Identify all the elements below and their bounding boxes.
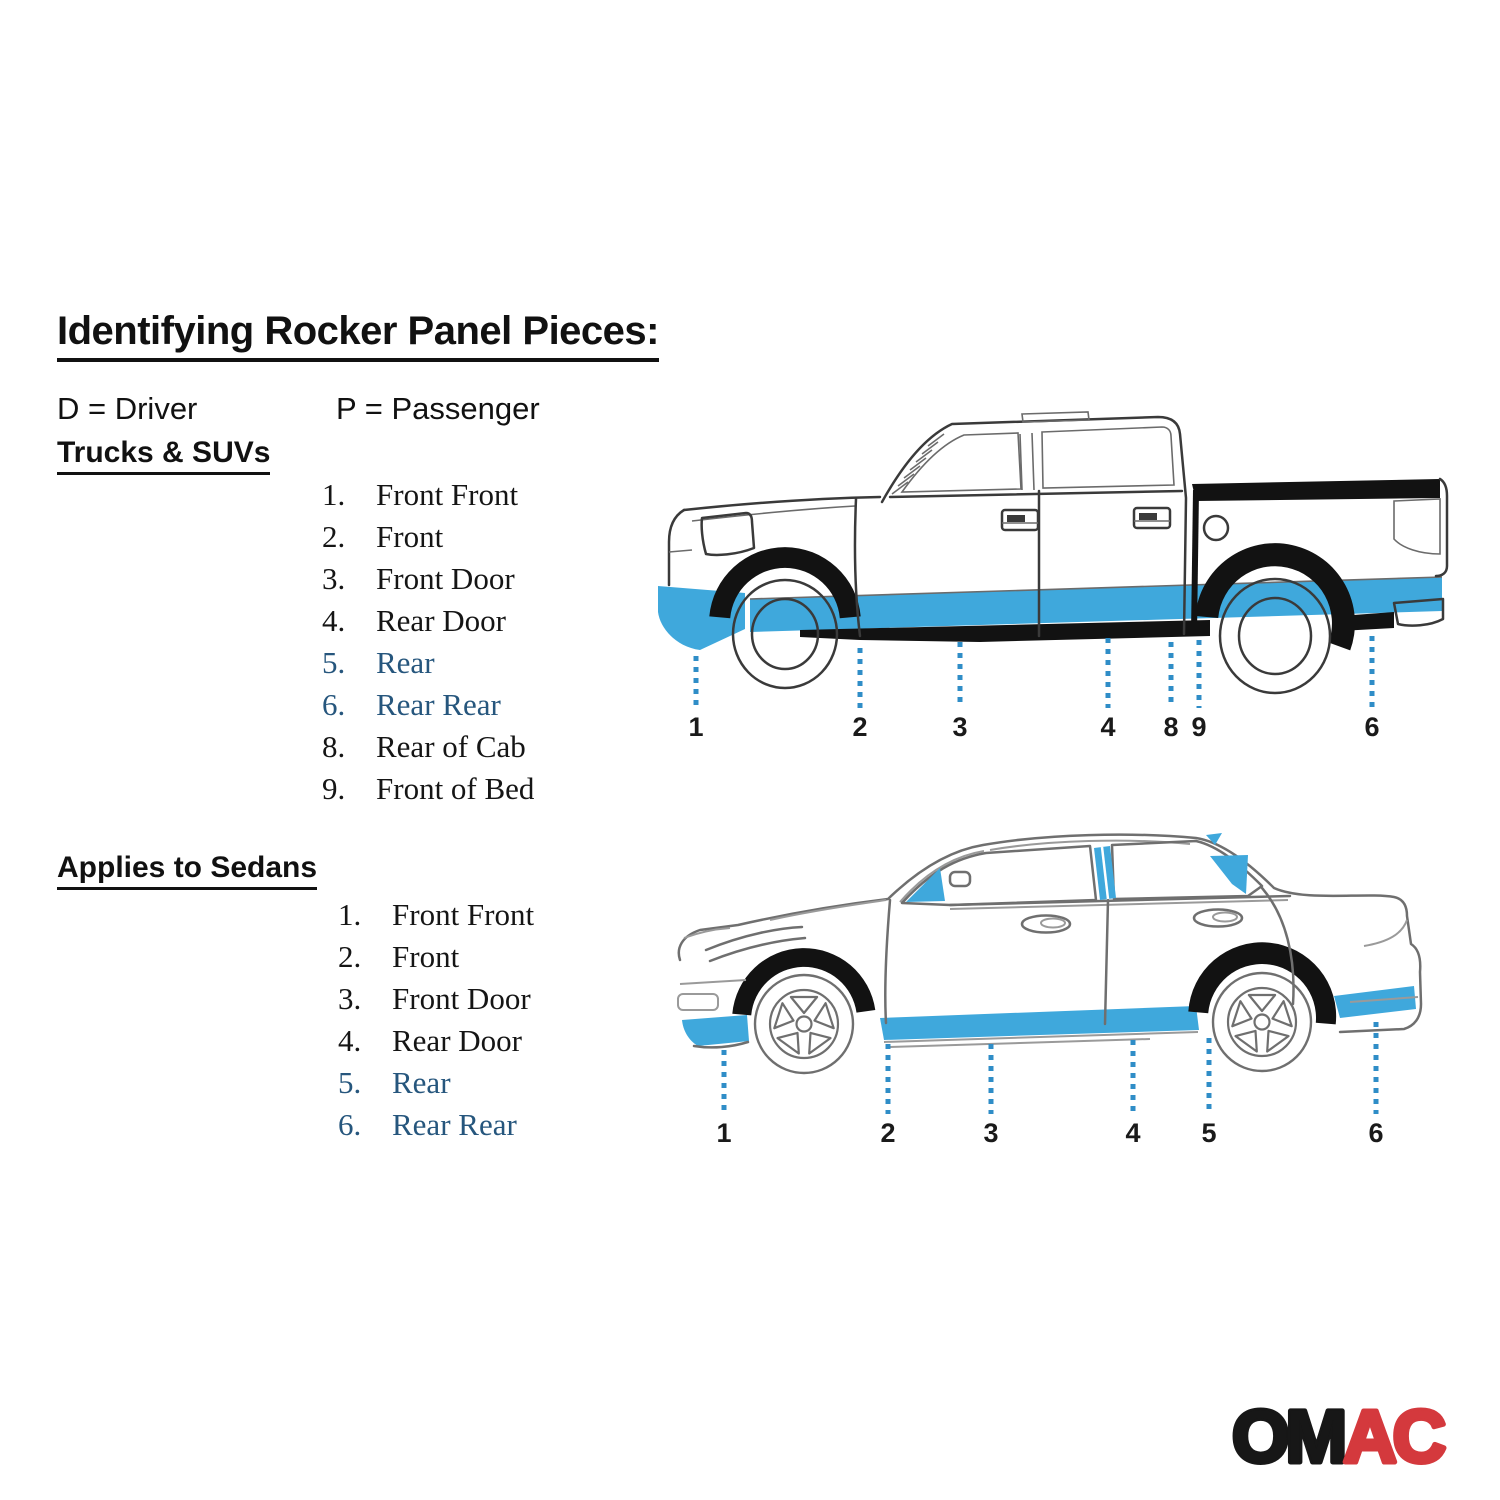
list-item <box>322 516 534 558</box>
list-item-number: 3. <box>322 561 346 596</box>
sedan-taillight <box>1364 920 1407 946</box>
list-item <box>322 642 534 684</box>
list-item <box>322 726 534 768</box>
list-item-label: Rear of Cab <box>376 729 526 764</box>
list-item-label: Front Front <box>392 897 535 932</box>
omac-logo <box>1230 1394 1480 1484</box>
list-item-label: Front of Bed <box>376 771 535 806</box>
list-item <box>338 936 534 978</box>
list-item-number: 5. <box>322 645 346 680</box>
list-item-number: 3. <box>338 981 362 1016</box>
sedan-number-label: 5 <box>1201 1118 1217 1148</box>
legend-passenger: P = Passenger <box>336 391 540 426</box>
truck-taillamp <box>1394 499 1440 554</box>
list-item-number: 5. <box>338 1065 362 1100</box>
sedan-rear-wheel <box>1213 973 1311 1071</box>
truck-leader-lines <box>696 636 1372 708</box>
sedan-number-label: 2 <box>880 1118 896 1148</box>
sedan-rocker-front-piece <box>682 1015 749 1046</box>
list-item <box>322 684 534 726</box>
truck-number-label: 9 <box>1191 712 1207 742</box>
sedan-c-pillar-accent <box>1210 855 1248 894</box>
truck-number-label: 8 <box>1163 712 1179 742</box>
list-item-label: Front Front <box>376 477 519 512</box>
sedan-front-door-edge <box>885 900 890 1023</box>
truck-number-label: 4 <box>1100 712 1116 742</box>
sedan-front-door-handle <box>1022 916 1070 933</box>
list-item <box>338 894 534 936</box>
sedan-number-label: 6 <box>1368 1118 1384 1148</box>
sedans-piece-list <box>338 894 534 1146</box>
list-item <box>338 1104 534 1146</box>
truck-diagram-numbers <box>688 712 1379 742</box>
list-item-label: Front <box>392 939 460 974</box>
trucks-suvs-piece-list <box>322 474 534 810</box>
trucks-suvs-heading: Trucks & SUVs <box>57 436 270 475</box>
truck-diagram <box>650 390 1460 750</box>
sedans-heading: Applies to Sedans <box>57 851 317 890</box>
truck-cab-bed-gap <box>1194 490 1196 634</box>
list-item <box>322 558 534 600</box>
sedan-rocker-rear-piece <box>1334 986 1416 1018</box>
list-item-label: Front Door <box>392 981 531 1016</box>
list-item-label: Rear Door <box>376 603 506 638</box>
truck-rear-door-handle <box>1134 508 1170 528</box>
list-item-number: 9. <box>322 771 346 806</box>
truck-number-label: 3 <box>952 712 968 742</box>
list-item-number: 2. <box>338 939 362 974</box>
list-item-label: Front <box>376 519 444 554</box>
svg-text:OMAC <box>1232 1395 1445 1478</box>
legend-driver: D = Driver <box>57 391 198 426</box>
list-item-label: Rear <box>392 1065 451 1100</box>
sedan-mirror <box>950 872 970 886</box>
list-item-number: 4. <box>322 603 346 638</box>
list-item <box>322 600 534 642</box>
list-item <box>322 768 534 810</box>
sedan-diagram-numbers <box>716 1118 1383 1148</box>
sedan-rear-door-handle <box>1194 910 1242 927</box>
truck-front-door-handle <box>1002 510 1038 530</box>
sedan-number-label: 4 <box>1125 1118 1141 1148</box>
sedan-front-wheel <box>755 975 853 1073</box>
sedan-pillar-accents <box>906 833 1248 902</box>
list-item-label: Rear <box>376 645 435 680</box>
truck-fuel-cap <box>1204 516 1228 540</box>
list-item-label: Rear Rear <box>376 687 501 722</box>
list-item-number: 8. <box>322 729 346 764</box>
list-item <box>338 1062 534 1104</box>
list-item-number: 6. <box>322 687 346 722</box>
list-item-number: 4. <box>338 1023 362 1058</box>
sedan-number-label: 3 <box>983 1118 999 1148</box>
sedan-rocker-main <box>880 1006 1199 1040</box>
truck-number-label: 2 <box>852 712 868 742</box>
page-title: Identifying Rocker Panel Pieces: <box>57 309 659 362</box>
list-item-label: Front Door <box>376 561 515 596</box>
truck-windshield-hatch <box>892 434 944 494</box>
list-item-number: 1. <box>322 477 346 512</box>
sedan-diagram <box>650 808 1460 1188</box>
truck-number-label: 1 <box>688 712 704 742</box>
list-item-label: Rear Rear <box>392 1107 517 1142</box>
list-item-number: 2. <box>322 519 346 554</box>
list-item <box>322 474 534 516</box>
sedan-fog-lamp <box>678 994 718 1010</box>
list-item-label: Rear Door <box>392 1023 522 1058</box>
truck-bed-rail <box>1192 479 1440 501</box>
list-item-number: 1. <box>338 897 362 932</box>
sedan-door-split <box>1105 900 1108 1024</box>
omac-logo-black: OM <box>1232 1395 1344 1478</box>
list-item <box>338 978 534 1020</box>
sedan-a-pillar-accent <box>906 868 945 902</box>
sedan-number-label: 1 <box>716 1118 732 1148</box>
truck-number-label: 6 <box>1364 712 1380 742</box>
list-item <box>338 1020 534 1062</box>
omac-logo-red: AC <box>1343 1395 1443 1478</box>
sedan-roof-accent <box>1206 833 1222 845</box>
list-item-number: 6. <box>338 1107 362 1142</box>
